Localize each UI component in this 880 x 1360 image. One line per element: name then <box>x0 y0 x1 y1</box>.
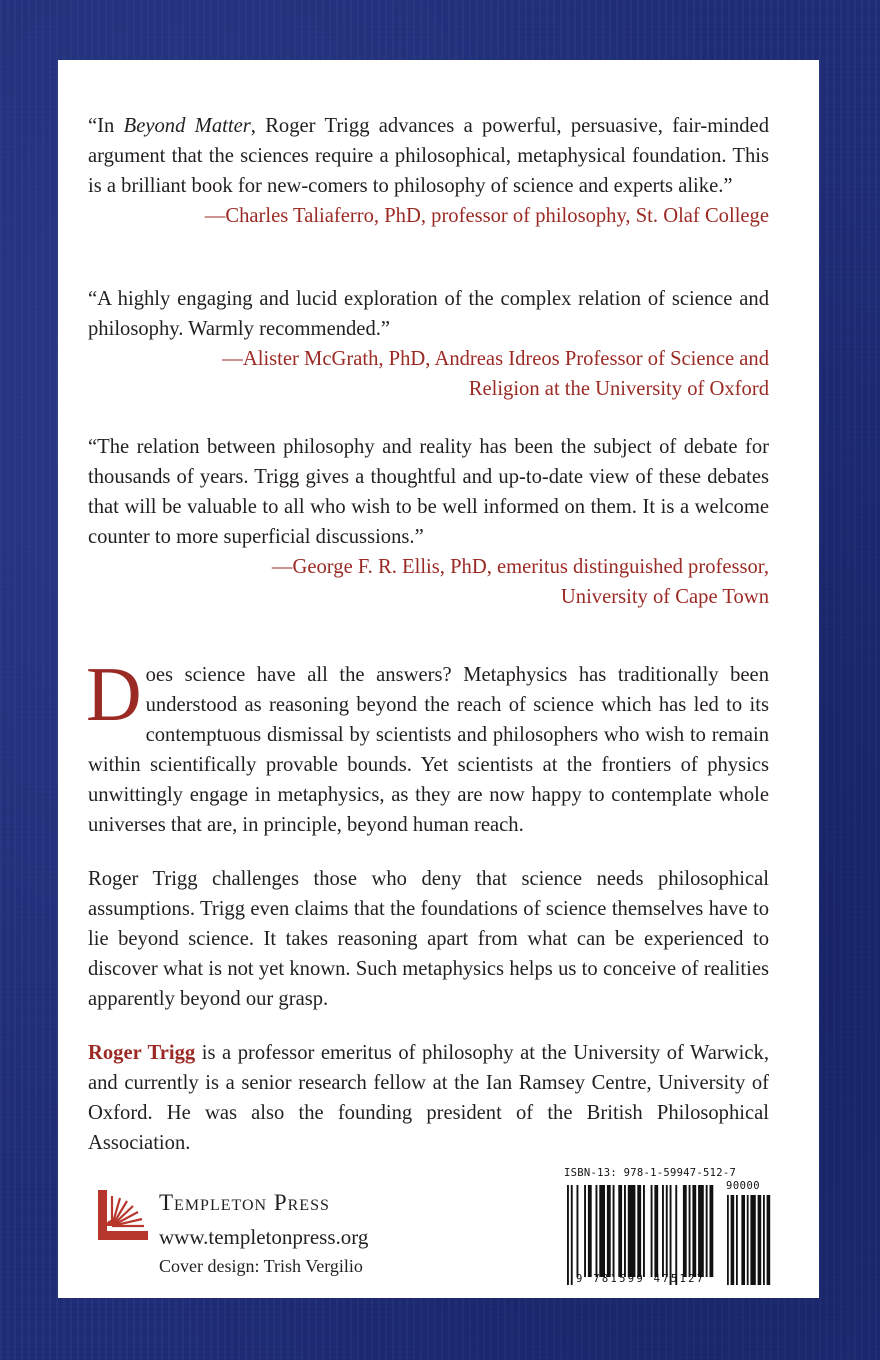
quote-1 <box>88 111 769 231</box>
isbn-label: ISBN-13: 978-1-59947-512-7 <box>564 1167 737 1179</box>
description-paragraph-1 <box>86 651 769 840</box>
quote-3-text: “The relation between philosophy and reality has been the subject of debate for thousands of years. Trigg gives a thoughtful and up-to-date view of these debates that will be valuable to all who wish to be well informed on them. It is a welcome counter to more superficial discussions.” <box>88 436 769 548</box>
quote-3-attribution-line2: University of Cape Town <box>560 586 769 608</box>
author-bio-text: is a professor emeritus of philosophy at the University of Warwick, and currently is a senior research fellow at the Ian Ramsey Centre, University of Oxford. He was also the founding president of the British Philosophical Association. <box>88 1042 769 1154</box>
description-text-1: oes science have all the answers? Metaphysics has traditionally been understood as reasoning beyond the reach of science which has led to its contemptuous dismissal by scientists and philosophers who wish to remain within scientifically provable bounds. Yet scientists at the frontiers of physics unwittingly engage in metaphysics, as they are now happy to contemplate whole universes that are, in principle, beyond human reach. <box>88 664 769 836</box>
description-paragraph-2 <box>88 864 769 1014</box>
quote-2-text: “A highly engaging and lucid exploration of the complex relation of science and philosophy. Warmly recommended.” <box>88 288 769 340</box>
back-cover-panel <box>58 60 819 1298</box>
quote-2-attribution-line1: —Alister McGrath, PhD, Andreas Idreos Professor of Science and <box>222 348 769 370</box>
cover-design-credit: Cover design: Trish Vergilio <box>159 1256 363 1276</box>
publisher-name: Templeton Press <box>159 1190 330 1215</box>
quote-2-attribution-line2: Religion at the University of Oxford <box>468 378 769 400</box>
quote-1-attribution: —Charles Taliaferro, PhD, professor of philosophy, St. Olaf College <box>204 205 769 227</box>
barcode-addon-number: 90000 <box>726 1180 761 1192</box>
description-text-2: Roger Trigg challenges those who deny that science needs philosophical assumptions. Trigg even claims that the foundations of science themselves have to lie beyond science. It takes reasoning apart from what can be experienced to discover what is not yet known. Such metaphysics helps us to conceive of realities apparently beyond our grasp. <box>88 868 769 1010</box>
quote-3 <box>88 432 769 612</box>
drop-cap: D <box>86 651 142 737</box>
author-name: Roger Trigg <box>88 1042 196 1064</box>
quote-1-text: “In Beyond Matter, Roger Trigg advances a powerful, persuasive, fair-minded argument that the sciences require a philosophical, metaphysical foundation. This is a brilliant book for new-comers to philosophy of science and experts alike.” <box>88 115 769 197</box>
publisher-url[interactable]: www.templetonpress.org <box>159 1225 369 1249</box>
author-bio <box>88 1038 769 1158</box>
quote-3-attribution-line1: —George F. R. Ellis, PhD, emeritus distinguished professor, <box>271 556 769 578</box>
quote-2 <box>88 284 769 404</box>
barcode-number: 9 781599 475127 <box>576 1273 706 1285</box>
templeton-press-logo-icon <box>98 1190 148 1240</box>
